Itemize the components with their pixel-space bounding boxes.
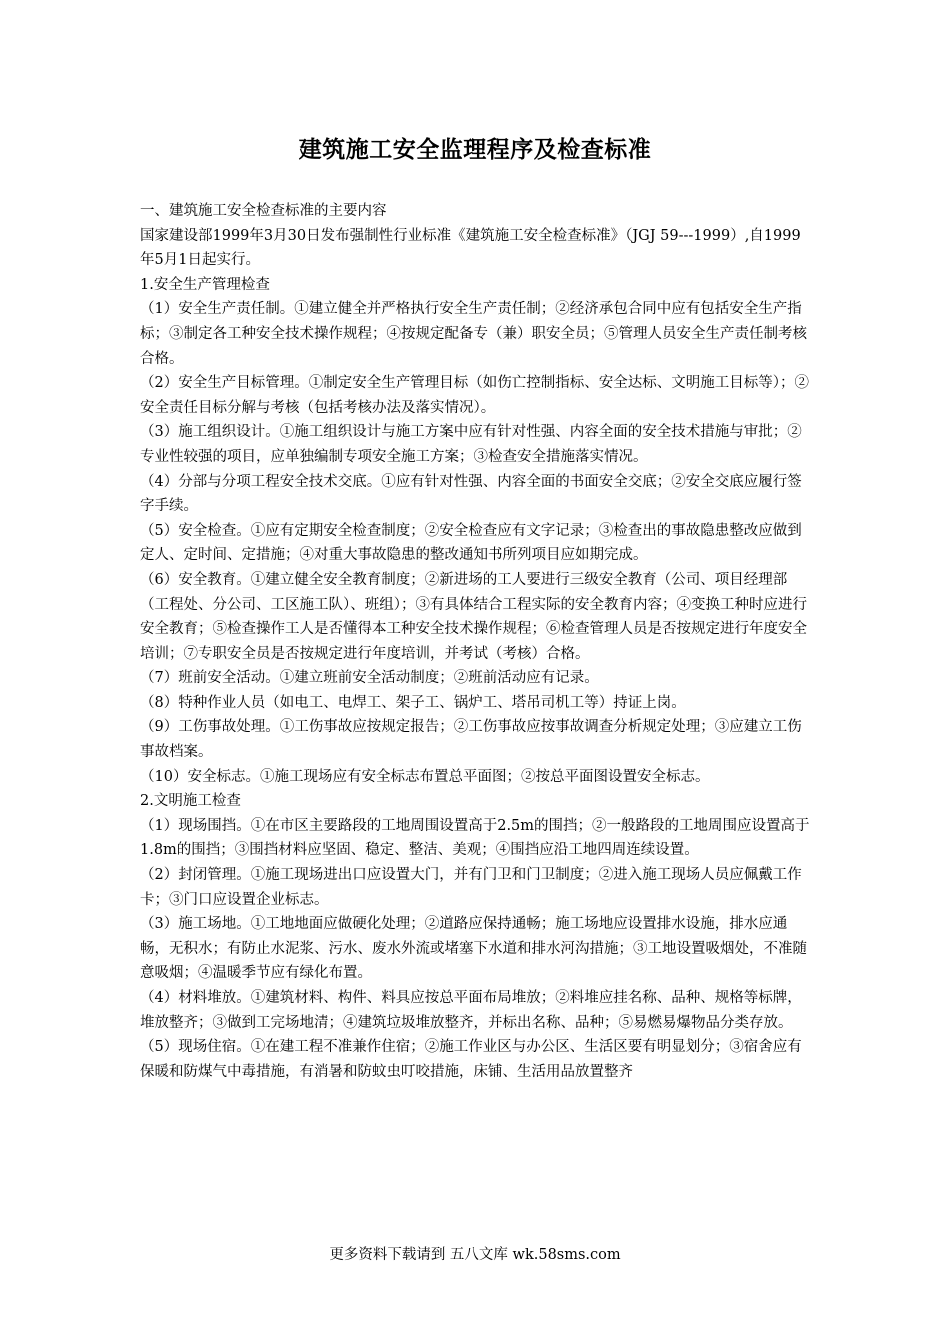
paragraph: （1）现场围挡。①在市区主要路段的工地周围设置高于2.5m的围挡；②一般路段的工地周围应设置高于1.8m的围挡；③围挡材料应坚固、稳定、整洁、美观；④围挡应沿工地四周连续设置。	[140, 817, 810, 859]
document-title: 建筑施工安全监理程序及检查标准	[298, 137, 652, 163]
paragraph: （4）分部与分项工程安全技术交底。①应有针对性强、内容全面的书面安全交底；②安全交底应履行签字手续。	[140, 473, 802, 515]
paragraph: （7）班前安全活动。①建立班前安全活动制度；②班前活动应有记录。	[140, 670, 599, 687]
paragraph: （9）工伤事故处理。①工伤事故应按规定报告；②工伤事故应按事故调查分析规定处理；③应建立工伤事故档案。	[140, 719, 802, 761]
section-heading: 2.文明施工检查	[140, 793, 241, 810]
paragraph: （8）特种作业人员（如电工、电焊工、架子工、锅炉工、塔吊司机工等）持证上岗。	[140, 694, 686, 711]
section-heading: 1.安全生产管理检查	[140, 276, 270, 293]
paragraph: （4）材料堆放。①建筑材料、构件、料具应按总平面布局堆放；②料堆应挂名称、品种、规格等标牌，堆放整齐；③做到工完场地清；④建筑垃圾堆放整齐，并标出名称、品种；⑤易燃易爆物品分类存放。	[140, 990, 802, 1031]
paragraph: （3）施工场地。①工地地面应做硬化处理；②道路应保持通畅；施工场地应设置排水设施，排水应通畅，无积水；有防止水泥浆、污水、废水外流或堵塞下水道和排水河沟措施；③工地设置吸烟处，不准随意吸烟；④温暖季节应有绿化布置。	[140, 916, 807, 982]
paragraph: （3）施工组织设计。①施工组织设计与施工方案中应有针对性强、内容全面的安全技术措施与审批；②专业性较强的项目，应单独编制专项安全施工方案；③检查安全措施落实情况。	[140, 424, 802, 465]
paragraph: （5）安全检查。①应有定期安全检查制度；②安全检查应有文字记录；③检查出的事故隐患整改应做到定人、定时间、定措施；④对重大事故隐患的整改通知书所列项目应如期完成。	[140, 522, 802, 564]
paragraph: （2）封闭管理。①施工现场进出口应设置大门，并有门卫和门卫制度；②进入施工现场人员应佩戴工作卡；③门口应设置企业标志。	[140, 867, 802, 908]
section-heading: 一、建筑施工安全检查标准的主要内容	[140, 203, 387, 219]
paragraph: （10）安全标志。①施工现场应有安全标志布置总平面图；②按总平面图设置安全标志。	[140, 768, 710, 785]
paragraph: （1）安全生产责任制。①建立健全并严格执行安全生产责任制；②经济承包合同中应有包括安全生产指标；③制定各工种安全技术操作规程；④按规定配备专（兼）职安全员；⑤管理人员安全生产责任制考核合格。	[140, 301, 807, 367]
paragraph: （5）现场住宿。①在建工程不准兼作住宿；②施工作业区与办公区、生活区要有明显划分；③宿舍应有保暖和防煤气中毒措施，有消暑和防蚊虫叮咬措施，床铺、生活用品放置整齐	[140, 1039, 802, 1080]
document-body	[140, 199, 812, 1084]
footer-note: 更多资料下载请到 五八文库 wk.58sms.com	[329, 1247, 621, 1263]
paragraph: 国家建设部1999年3月30日发布强制性行业标准《建筑施工安全检查标准》（JGJ 59---1999）,自1999年5月1日起实行。	[140, 227, 801, 269]
paragraph: （2）安全生产目标管理。①制定安全生产管理目标（如伤亡控制指标、安全达标、文明施工目标等）；②安全责任目标分解与考核（包括考核办法及落实情况）。	[140, 375, 809, 416]
paragraph: （6）安全教育。①建立健全安全教育制度；②新进场的工人要进行三级安全教育（公司、项目经理部（工程处、分公司、工区施工队）、班组）；③有具体结合工程实际的安全教育内容；④变换工种时应进行安全教育；⑤检查操作工人是否懂得本工种安全技术操作规程；⑥检查管理人员是否按规定进行年度安全培训；⑦专职安全员是否按规定进行年度培训，并考试（考核）合格。	[140, 571, 807, 662]
